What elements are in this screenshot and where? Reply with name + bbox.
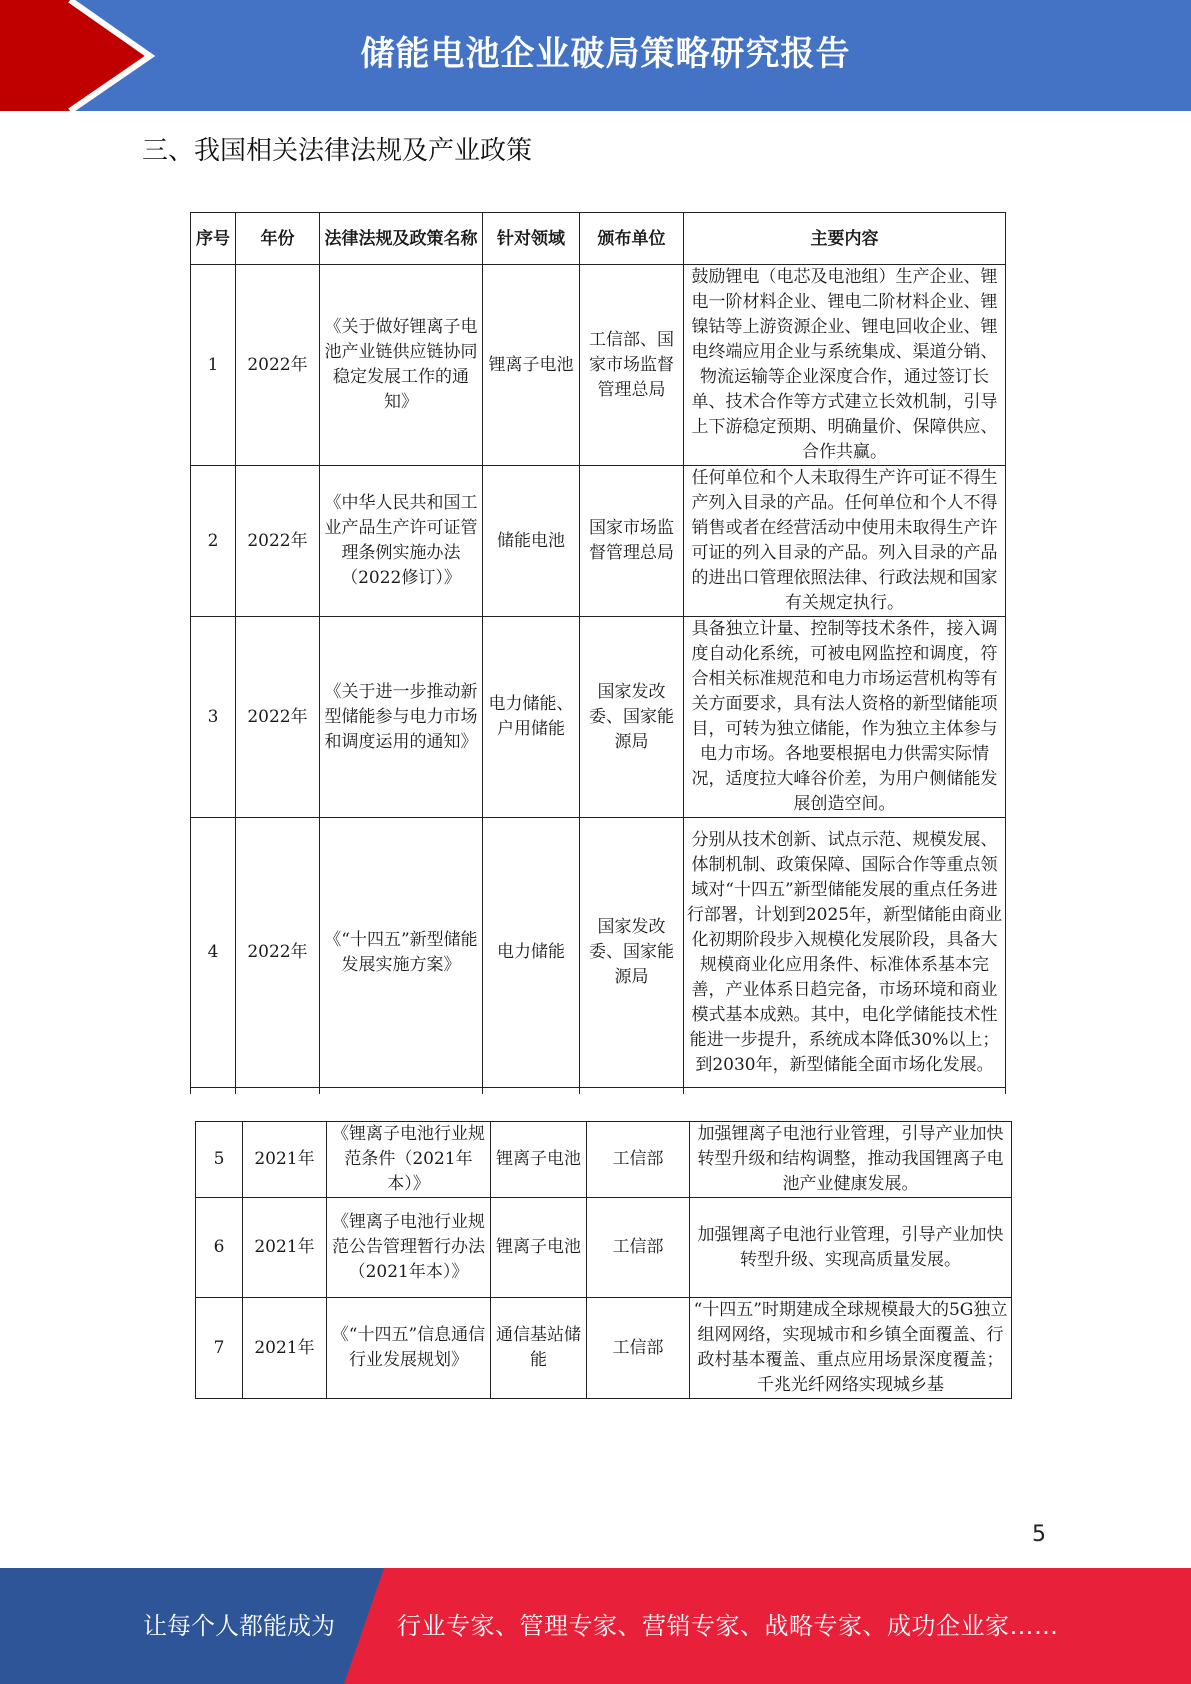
row-issuer: 工信部 — [587, 1198, 690, 1298]
row-issuer: 工信部 — [587, 1298, 690, 1399]
row-policy-name: 《锂离子电池行业规范条件（2021年本）》 — [327, 1122, 491, 1198]
page-number: 5 — [1032, 1522, 1046, 1547]
table-continuation-stub — [191, 1088, 1006, 1094]
row-field: 储能电池 — [483, 466, 580, 617]
row-year: 2022年 — [236, 466, 320, 617]
row-policy-name: 《锂离子电池行业规范公告管理暂行办法（2021年本）》 — [327, 1198, 491, 1298]
row-field: 锂离子电池 — [491, 1122, 587, 1198]
row-policy-name: 《关于进一步推动新型储能参与电力市场和调度运用的通知》 — [320, 617, 483, 818]
row-field: 电力储能、户用储能 — [483, 617, 580, 818]
header-field: 针对领域 — [483, 213, 580, 265]
row-year: 2021年 — [243, 1198, 327, 1298]
row-year: 2021年 — [243, 1298, 327, 1399]
row-content: 加强锂离子电池行业管理，引导产业加快转型升级、实现高质量发展。 — [690, 1198, 1012, 1298]
row-content: 加强锂离子电池行业管理，引导产业加快转型升级和结构调整，推动我国锂离子电池产业健康发展。 — [690, 1122, 1012, 1198]
row-year: 2022年 — [236, 265, 320, 466]
row-issuer: 国家发改委、国家能源局 — [580, 818, 684, 1088]
row-serial: 2 — [191, 466, 236, 617]
row-serial: 5 — [196, 1122, 243, 1198]
header-issuer: 颁布单位 — [580, 213, 684, 265]
row-content: 鼓励锂电（电芯及电池组）生产企业、锂电一阶材料企业、锂电二阶材料企业、锂镍钴等上游资源企业、锂电回收企业、锂电终端应用企业与系统集成、渠道分销、物流运输等企业深度合作，通过签订长单、技术合作等方式建立长效机制，引导上下游稳定预期、明确量价、保障供应、合作共赢。 — [684, 265, 1006, 466]
page-footer — [0, 1568, 1191, 1684]
table-row — [191, 265, 1006, 466]
row-content: 分别从技术创新、试点示范、规模发展、体制机制、政策保障、国际合作等重点领域对“十四五”新型储能发展的重点任务进行部署，计划到2025年，新型储能由商业化初期阶段步入规模化发展阶段，具备大规模商业化应用条件、标准体系基本完善，产业体系日趋完备，市场环境和商业模式基本成熟。其中，电化学储能技术性能进一步提升，系统成本降低30%以上；到2030年，新型储能全面市场化发展。 — [684, 818, 1006, 1088]
header-serial: 序号 — [191, 213, 236, 265]
policy-table-part-1 — [190, 212, 1006, 1094]
row-policy-name: 《“十四五”新型储能发展实施方案》 — [320, 818, 483, 1088]
row-issuer: 国家发改委、国家能源局 — [580, 617, 684, 818]
table-header-row — [191, 213, 1006, 265]
row-policy-name: 《“十四五”信息通信行业发展规划》 — [327, 1298, 491, 1399]
row-policy-name: 《中华人民共和国工业产品生产许可证管理条例实施办法（2022修订）》 — [320, 466, 483, 617]
report-title: 储能电池企业破局策略研究报告 — [360, 34, 851, 74]
row-serial: 1 — [191, 265, 236, 466]
table-row — [191, 617, 1006, 818]
row-issuer: 工信部 — [587, 1122, 690, 1198]
row-issuer: 国家市场监督管理总局 — [580, 466, 684, 617]
table-row — [196, 1122, 1012, 1198]
row-serial: 4 — [191, 818, 236, 1088]
header-year: 年份 — [236, 213, 320, 265]
row-serial: 7 — [196, 1298, 243, 1399]
row-policy-name: 《关于做好锂离子电池产业链供应链协同稳定发展工作的通知》 — [320, 265, 483, 466]
section-title: 三、我国相关法律法规及产业政策 — [142, 136, 533, 166]
row-content: 具备独立计量、控制等技术条件，接入调度自动化系统，可被电网监控和调度，符合相关标准规范和电力市场运营机构等有关方面要求，具有法人资格的新型储能项目，可转为独立储能，作为独立主体参与电力市场。各地要根据电力供需实际情况，适度拉大峰谷价差，为用户侧储能发展创造空间。 — [684, 617, 1006, 818]
page-header — [0, 0, 1191, 111]
row-serial: 6 — [196, 1198, 243, 1298]
row-issuer: 工信部、国家市场监督管理总局 — [580, 265, 684, 466]
row-field: 锂离子电池 — [483, 265, 580, 466]
table-row — [196, 1298, 1012, 1399]
footer-slogan-left: 让每个人都能成为 — [143, 1612, 335, 1640]
footer-slogan-right: 行业专家、管理专家、营销专家、战略专家、成功企业家…… — [397, 1612, 1059, 1640]
header-content: 主要内容 — [684, 213, 1006, 265]
row-field: 锂离子电池 — [491, 1198, 587, 1298]
row-year: 2021年 — [243, 1122, 327, 1198]
table-row — [191, 818, 1006, 1088]
row-field: 电力储能 — [483, 818, 580, 1088]
policy-table-part-2 — [195, 1121, 1012, 1399]
header-policy-name: 法律法规及政策名称 — [320, 213, 483, 265]
row-content: 任何单位和个人未取得生产许可证不得生产列入目录的产品。任何单位和个人不得销售或者在经营活动中使用未取得生产许可证的列入目录的产品。列入目录的产品的进出口管理依照法律、行政法规和国家有关规定执行。 — [684, 466, 1006, 617]
row-year: 2022年 — [236, 818, 320, 1088]
row-field: 通信基站储能 — [491, 1298, 587, 1399]
row-content: “十四五”时期建成全球规模最大的5G独立组网网络，实现城市和乡镇全面覆盖、行政村基本覆盖、重点应用场景深度覆盖；千兆光纤网络实现城乡基 — [690, 1298, 1012, 1399]
table-row — [191, 466, 1006, 617]
row-serial: 3 — [191, 617, 236, 818]
row-year: 2022年 — [236, 617, 320, 818]
table-row — [196, 1198, 1012, 1298]
